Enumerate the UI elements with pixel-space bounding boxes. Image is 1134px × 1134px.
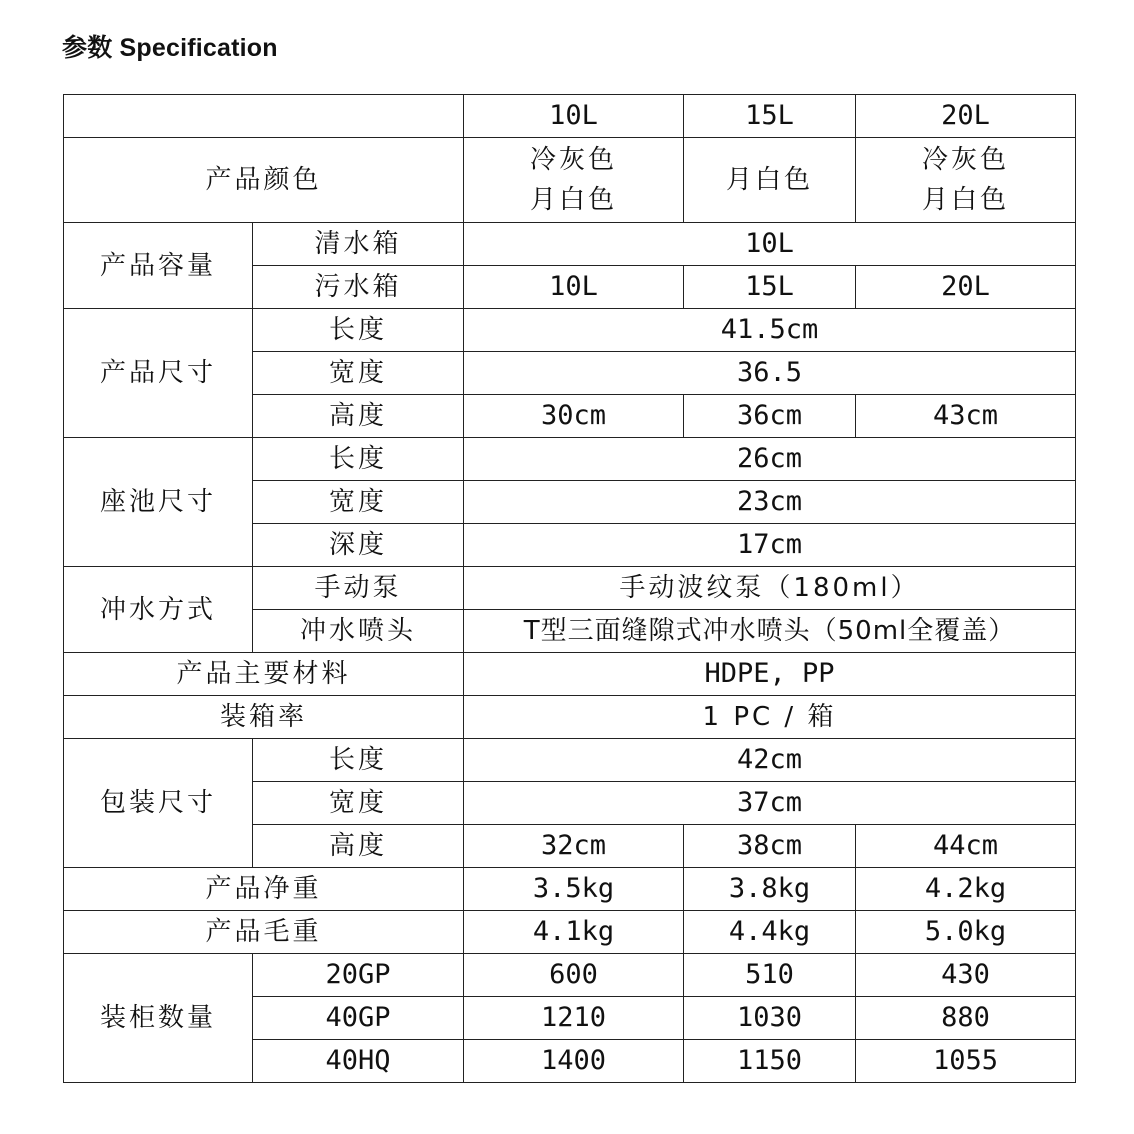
color-15l: 月白色 bbox=[684, 138, 856, 223]
header-15l: 15L bbox=[684, 95, 856, 138]
container-40hq-10l: 1400 bbox=[464, 1040, 684, 1083]
package-length-value: 42cm bbox=[464, 739, 1076, 782]
package-height-10l: 32cm bbox=[464, 825, 684, 868]
row-label-material: 产品主要材料 bbox=[64, 653, 464, 696]
container-40hq-20l: 1055 bbox=[856, 1040, 1076, 1083]
table-row-color bbox=[64, 138, 1076, 223]
page-title: 参数 Specification bbox=[62, 34, 278, 62]
seat-depth-value: 17cm bbox=[464, 524, 1076, 567]
row-label-net-weight: 产品净重 bbox=[64, 868, 464, 911]
material-value: HDPE, PP bbox=[464, 653, 1076, 696]
container-20gp-20l: 430 bbox=[856, 954, 1076, 997]
packing-rate-value: 1 PC / 箱 bbox=[464, 696, 1076, 739]
dirty-tank-10l: 10L bbox=[464, 266, 684, 309]
row-label-package-size: 包装尺寸 bbox=[64, 739, 253, 868]
sub-label-width: 宽度 bbox=[253, 352, 464, 395]
sub-label-length: 长度 bbox=[253, 739, 464, 782]
seat-length-value: 26cm bbox=[464, 438, 1076, 481]
table-row-net-weight bbox=[64, 868, 1076, 911]
sub-label-length: 长度 bbox=[253, 438, 464, 481]
row-label-packing-rate: 装箱率 bbox=[64, 696, 464, 739]
size-height-15l: 36cm bbox=[684, 395, 856, 438]
table-row-capacity-clean bbox=[64, 223, 1076, 266]
color-20l-line1: 冷灰色 bbox=[921, 145, 1009, 175]
row-label-color: 产品颜色 bbox=[64, 138, 464, 223]
sub-label-flush-nozzle: 冲水喷头 bbox=[253, 610, 464, 653]
table-row-packing-rate bbox=[64, 696, 1076, 739]
flush-pump-value: 手动波纹泵（180ml） bbox=[464, 567, 1076, 610]
size-width-value: 36.5 bbox=[464, 352, 1076, 395]
color-20l bbox=[856, 138, 1076, 223]
sub-label-length: 长度 bbox=[253, 309, 464, 352]
dirty-tank-15l: 15L bbox=[684, 266, 856, 309]
net-weight-20l: 4.2kg bbox=[856, 868, 1076, 911]
package-height-15l: 38cm bbox=[684, 825, 856, 868]
table-row-seat-length bbox=[64, 438, 1076, 481]
seat-width-value: 23cm bbox=[464, 481, 1076, 524]
sub-label-width: 宽度 bbox=[253, 481, 464, 524]
container-type-20gp: 20GP bbox=[253, 954, 464, 997]
table-row-flush-pump bbox=[64, 567, 1076, 610]
container-40gp-15l: 1030 bbox=[684, 997, 856, 1040]
container-20gp-15l: 510 bbox=[684, 954, 856, 997]
color-10l bbox=[464, 138, 684, 223]
table-row-gross-weight bbox=[64, 911, 1076, 954]
sub-label-dirty-tank: 污水箱 bbox=[253, 266, 464, 309]
header-20l: 20L bbox=[856, 95, 1076, 138]
sub-label-depth: 深度 bbox=[253, 524, 464, 567]
table-row-size-length bbox=[64, 309, 1076, 352]
container-40hq-15l: 1150 bbox=[684, 1040, 856, 1083]
package-height-20l: 44cm bbox=[856, 825, 1076, 868]
package-width-value: 37cm bbox=[464, 782, 1076, 825]
container-20gp-10l: 600 bbox=[464, 954, 684, 997]
header-10l: 10L bbox=[464, 95, 684, 138]
sub-label-height: 高度 bbox=[253, 395, 464, 438]
color-10l-line2: 月白色 bbox=[529, 185, 617, 215]
row-label-gross-weight: 产品毛重 bbox=[64, 911, 464, 954]
sub-label-height: 高度 bbox=[253, 825, 464, 868]
header-empty-cell bbox=[64, 95, 464, 138]
color-20l-line2: 月白色 bbox=[921, 185, 1009, 215]
gross-weight-10l: 4.1kg bbox=[464, 911, 684, 954]
row-label-flush-method: 冲水方式 bbox=[64, 567, 253, 653]
size-height-10l: 30cm bbox=[464, 395, 684, 438]
net-weight-15l: 3.8kg bbox=[684, 868, 856, 911]
gross-weight-15l: 4.4kg bbox=[684, 911, 856, 954]
size-height-20l: 43cm bbox=[856, 395, 1076, 438]
table-row-container-20gp bbox=[64, 954, 1076, 997]
dirty-tank-20l: 20L bbox=[856, 266, 1076, 309]
sub-label-hand-pump: 手动泵 bbox=[253, 567, 464, 610]
sub-label-clean-tank: 清水箱 bbox=[253, 223, 464, 266]
net-weight-10l: 3.5kg bbox=[464, 868, 684, 911]
row-label-capacity: 产品容量 bbox=[64, 223, 253, 309]
gross-weight-20l: 5.0kg bbox=[856, 911, 1076, 954]
specification-table bbox=[63, 94, 1076, 1083]
table-row-package-length bbox=[64, 739, 1076, 782]
container-40gp-10l: 1210 bbox=[464, 997, 684, 1040]
sub-label-width: 宽度 bbox=[253, 782, 464, 825]
clean-tank-value: 10L bbox=[464, 223, 1076, 266]
table-row-header bbox=[64, 95, 1076, 138]
container-type-40hq: 40HQ bbox=[253, 1040, 464, 1083]
container-type-40gp: 40GP bbox=[253, 997, 464, 1040]
row-label-container-qty: 装柜数量 bbox=[64, 954, 253, 1083]
size-length-value: 41.5cm bbox=[464, 309, 1076, 352]
table-row-material bbox=[64, 653, 1076, 696]
color-10l-line1: 冷灰色 bbox=[529, 145, 617, 175]
row-label-seat-size: 座池尺寸 bbox=[64, 438, 253, 567]
row-label-product-size: 产品尺寸 bbox=[64, 309, 253, 438]
container-40gp-20l: 880 bbox=[856, 997, 1076, 1040]
flush-nozzle-value: T型三面缝隙式冲水喷头（50ml全覆盖） bbox=[464, 610, 1076, 653]
